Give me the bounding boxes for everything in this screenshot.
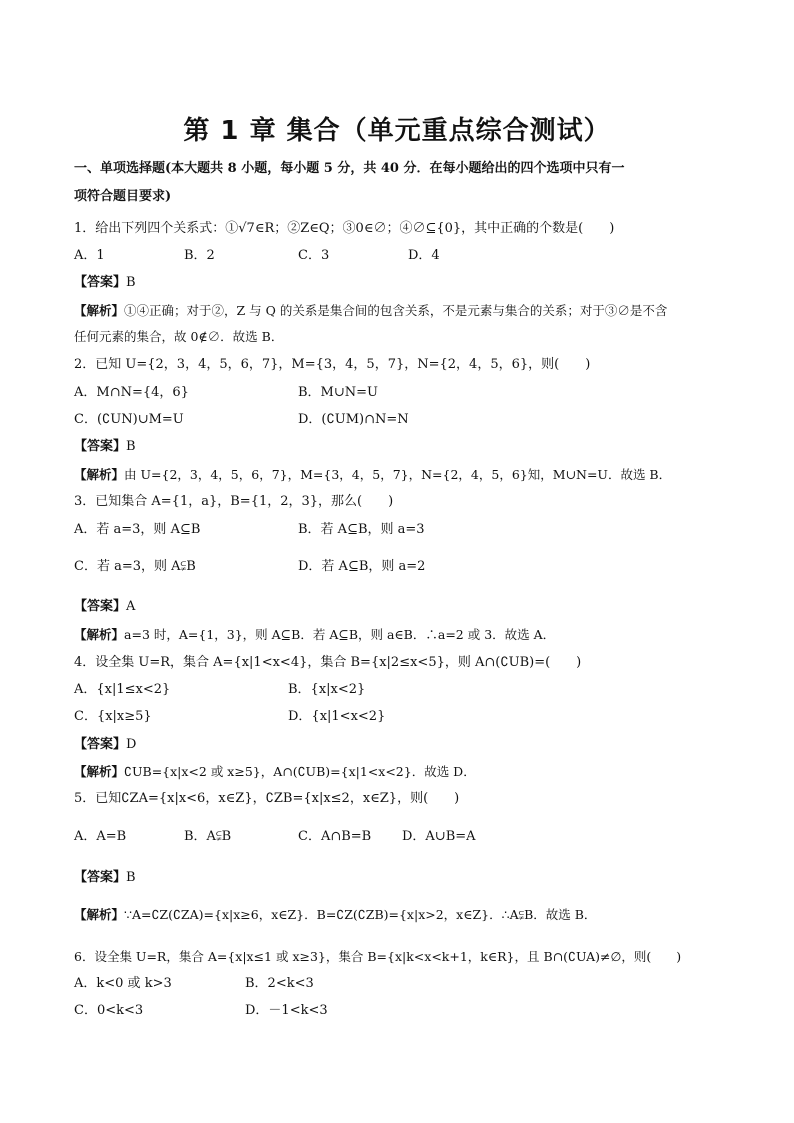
analysis-label: 【解析】 xyxy=(74,907,125,922)
question-4-stem: 4．设全集 U=R，集合 A={x|1<x<4}，集合 B={x|2≤x<5}，则 A∩(∁UB)=( ) xyxy=(74,655,582,670)
q1-option-c: C．3 xyxy=(298,248,330,263)
q6-option-a: A．k<0 或 k>3 xyxy=(74,976,172,991)
q4-option-c: C．{x|x≥5} xyxy=(74,709,152,724)
section-header-line-1: 一、单项选择题(本大题共 8 小题，每小题 5 分，共 40 分．在每小题给出的四个选项中只有一 xyxy=(74,161,625,176)
q4-option-a: A．{x|1≤x<2} xyxy=(74,682,171,697)
q6-option-c: C．0<k<3 xyxy=(74,1003,144,1018)
answer-label: 【答案】 xyxy=(74,275,127,290)
q3-option-b: B．若 A⊆B，则 a=3 xyxy=(298,522,425,537)
answer-label: 【答案】 xyxy=(74,599,127,614)
q2-option-b: B．M∪N=U xyxy=(298,385,378,400)
q6-option-d: D．－1<k<3 xyxy=(245,1003,328,1018)
q4-answer xyxy=(74,736,136,754)
question-1-stem: 1．给出下列四个关系式：①√7∈R；②Z∈Q；③0∈∅；④∅⊆{0}，其中正确的个数是( ) xyxy=(74,221,615,236)
q2-answer xyxy=(74,438,136,456)
question-6-stem: 6．设全集 U=R，集合 A={x|x≤1 或 x≥3}，集合 B={x|k<x<k+1，k∈R}，且 B∩(∁UA)≠∅，则( ) xyxy=(74,949,682,964)
q2-analysis-text-1: 由 U={2，3，4，5，6，7}，M={3，4，5，7}，N={2，4，5，6}知，M∪N=U．故选 B． xyxy=(124,467,672,482)
q1-option-b: B．2 xyxy=(184,248,215,263)
q5-answer xyxy=(74,869,136,887)
q5-option-b: B．A⫋B xyxy=(184,829,232,844)
q1-analysis-line-1 xyxy=(74,302,667,320)
q2-answer-value: B xyxy=(126,439,136,454)
q1-answer-value: B xyxy=(126,275,136,290)
analysis-label: 【解析】 xyxy=(74,764,125,779)
page-title: 第 1 章 集合（单元重点综合测试） xyxy=(183,116,611,146)
q1-option-d: D．4 xyxy=(408,248,440,263)
q5-answer-value: B xyxy=(126,870,136,885)
q2-option-c: C．(∁UN)∪M=U xyxy=(74,412,184,427)
q4-answer-value: D xyxy=(126,737,137,752)
q6-option-b: B．2<k<3 xyxy=(245,976,314,991)
q3-option-a: A．若 a=3，则 A⊆B xyxy=(74,522,201,537)
q5-analysis-line-1 xyxy=(74,906,596,924)
answer-label: 【答案】 xyxy=(74,737,127,752)
q5-option-a: A．A=B xyxy=(74,829,127,844)
question-2-stem: 2．已知 U={2，3，4，5，6，7}，M={3，4，5，7}，N={2，4，5，6}，则( ) xyxy=(74,357,591,372)
analysis-label: 【解析】 xyxy=(74,467,125,482)
analysis-label: 【解析】 xyxy=(74,303,125,318)
q1-analysis-text-1: ①④正确；对于②，Z 与 Q 的关系是集合间的包含关系，不是元素与集合的关系；对于③∅是不含 xyxy=(124,303,668,318)
q5-option-d: D．A∪B=A xyxy=(402,829,476,844)
q3-answer-value: A xyxy=(126,599,136,614)
q1-option-a: A．1 xyxy=(74,248,105,263)
section-header-line-2: 项符合题目要求) xyxy=(74,189,172,204)
analysis-label: 【解析】 xyxy=(74,627,125,642)
q4-analysis-text-1: ∁UB={x|x<2 或 x≥5}，A∩(∁UB)={x|1<x<2}．故选 D． xyxy=(124,764,476,779)
q3-analysis-line-1 xyxy=(74,626,555,644)
q3-option-c: C．若 a=3，则 A⫋B xyxy=(74,559,196,574)
q5-option-c: C．A∩B=B xyxy=(298,829,372,844)
answer-label: 【答案】 xyxy=(74,439,127,454)
q5-analysis-text-1: ∵A=∁Z(∁ZA)={x|x≥6，x∈Z}．B=∁Z(∁ZB)={x|x>2，x∈Z}．∴A⫋B．故选 B． xyxy=(124,907,597,922)
answer-label: 【答案】 xyxy=(74,870,127,885)
q3-analysis-text-1: a=3 时，A={1，3}，则 A⊆B．若 A⊆B，则 a∈B．∴a=2 或 3．故选 A． xyxy=(124,627,556,642)
q2-analysis-line-1 xyxy=(74,466,671,484)
q4-analysis-line-1 xyxy=(74,763,476,781)
q2-option-a: A．M∩N={4，6} xyxy=(74,385,189,400)
question-5-stem: 5．已知∁ZA={x|x<6，x∈Z}，∁ZB={x|x≤2，x∈Z}，则( ) xyxy=(74,791,460,806)
q3-option-d: D．若 A⊆B，则 a=2 xyxy=(298,559,426,574)
q2-option-d: D．(∁UM)∩N=N xyxy=(298,412,409,427)
q3-answer xyxy=(74,598,135,616)
q4-option-d: D．{x|1<x<2} xyxy=(288,709,386,724)
q1-answer xyxy=(74,274,136,292)
q1-analysis-line-2: 任何元素的集合，故 0∉∅．故选 B． xyxy=(74,329,284,344)
question-3-stem: 3．已知集合 A={1，a}，B={1，2，3}，那么( ) xyxy=(74,494,394,509)
q4-option-b: B．{x|x<2} xyxy=(288,682,366,697)
